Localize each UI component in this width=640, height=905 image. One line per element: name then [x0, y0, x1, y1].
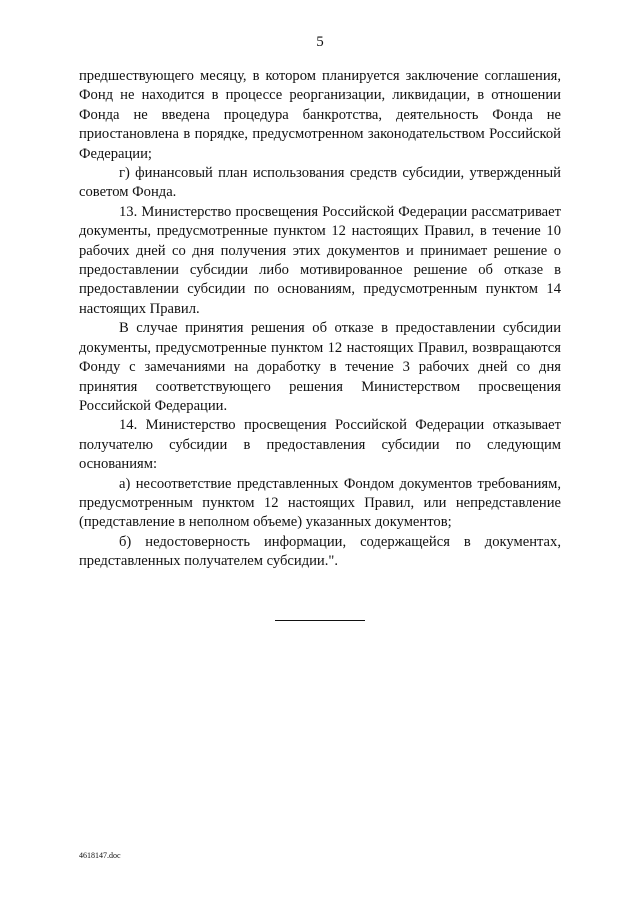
page-number: 5 [316, 34, 324, 50]
paragraph-clause-14: 14. Министерство просвещения Российской Федерации отказывает получателю субсидии в предоставления субсидии по следующим основаниям: [79, 417, 561, 473]
paragraph-continuation: предшествующего месяцу, в котором планируется заключение соглашения, Фонд не находится в процессе реорганизации, ликвидации, в отношении Фонда не введена процедура банкротства, деятельность Фонда не приостановлена в порядке, предусмотренном законодательством Российской Федерации; [79, 68, 561, 162]
document-body [79, 67, 561, 572]
end-divider [275, 620, 365, 621]
footer-doc-id: 4618147.doc [79, 851, 121, 860]
paragraph-clause-13-refusal: В случае принятия решения об отказе в предоставлении субсидии документы, предусмотренные пунктом 12 настоящих Правил, возвращаются Фонду с замечаниями на доработку в течение 3 рабочих дней со дня принятия соответствующего решения Министерством просвещения Российской Федерации. [79, 320, 561, 414]
paragraph-clause-13: 13. Министерство просвещения Российской Федерации рассматривает документы, предусмотренные пунктом 12 настоящих Правил, в течение 10 рабочих дней со дня получения этих документов и принимает решение о предоставлении субсидии либо мотивированное решение об отказе в предоставлении субсидии по основаниям, предусмотренным пунктом 14 настоящих Правил. [79, 203, 561, 317]
paragraph-clause-14-a: а) несоответствие представленных Фондом документов требованиям, предусмотренным пунктом 12 настоящих Правил, или непредставление (представление в неполном объеме) указанных документов; [79, 475, 561, 531]
paragraph-clause-14-b: б) недостоверность информации, содержащейся в документах, представленных получателем субсидии.". [79, 533, 561, 570]
paragraph-item-g: г) финансовый план использования средств субсидии, утвержденный советом Фонда. [79, 165, 561, 201]
